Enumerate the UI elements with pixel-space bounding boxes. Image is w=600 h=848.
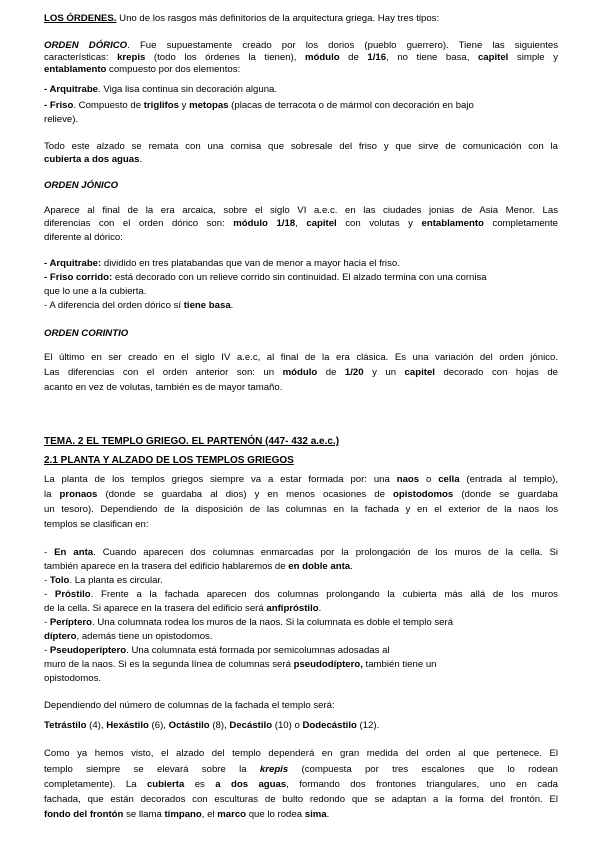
text-run: , además tiene un opistodomos.	[76, 631, 213, 642]
text-run: templo siempre se elevará sobre la	[44, 764, 260, 775]
text-run: , no tiene basa,	[386, 52, 478, 63]
term-basa: tiene basa	[183, 300, 231, 311]
term-arquitrabe: - Arquitrabe	[44, 84, 99, 95]
term-modulo-value: 1/20	[344, 367, 364, 378]
text-run: relieve).	[44, 114, 79, 125]
text-run: La planta de los templos griegos siempre va a estar formada por: una	[44, 474, 397, 485]
text-run: Todo este alzado se remata con una cornisa que sobresale del friso y que sirve de comunicación con la	[44, 141, 558, 152]
corintio-line-2	[44, 367, 558, 379]
alzado-line-5	[44, 809, 558, 821]
text-run: -	[44, 575, 50, 586]
term-friso: - Friso	[44, 100, 74, 111]
text-run: -	[44, 645, 50, 656]
term-cubierta: cubierta	[146, 779, 185, 790]
term-triglifos: triglifos	[143, 100, 179, 111]
text-run: (donde se guardaba al dios) y en menos ocasiones de	[97, 489, 394, 500]
list-en-anta	[44, 547, 558, 559]
text-run: y	[178, 100, 190, 111]
text-run: decorado con hojas de	[434, 367, 558, 378]
text-run: que lo une a la cubierta.	[44, 286, 147, 297]
text-run: (placas de terracota o de mármol con decoración en bajo	[228, 100, 474, 111]
alzado-line-1	[44, 748, 558, 760]
text-run: la	[44, 489, 60, 500]
text-run: Como ya hemos visto, el alzado del templo dependerá en gran medida del orden al que pertenece. El	[44, 748, 558, 759]
text-run: acanto en vez de volutas, también es de mayor tamaño.	[44, 382, 283, 393]
term-krepis: krepis	[259, 764, 289, 775]
text-run: completamente	[483, 218, 558, 229]
text-run: (12).	[356, 720, 380, 731]
list-pseudo-2	[44, 659, 558, 671]
dorico-friso	[44, 100, 558, 112]
planta-line-1	[44, 474, 558, 486]
text-run: -	[44, 617, 50, 628]
term-entablamento: entablamento	[421, 218, 484, 229]
term-metopas: metopas	[189, 100, 229, 111]
text-run: Aparece al final de la era arcaica, sobre el siglo VI a.e.c. en las ciudades jonias de Asia Menor. Las	[44, 205, 558, 216]
list-prostilo	[44, 589, 558, 601]
text-run: . Una columnata rodea los muros de la naos. Si la columnata es doble el templo será	[92, 617, 454, 628]
term-modulo: módulo	[304, 52, 340, 63]
text-run: compuesto por dos elementos:	[106, 64, 241, 75]
term-cubierta: cubierta a dos aguas	[44, 154, 140, 165]
text-run: opistodomos.	[44, 673, 102, 684]
alzado-line-4	[44, 794, 558, 806]
term-modulo: módulo 1/18	[233, 218, 296, 229]
corintio-line-1	[44, 352, 558, 364]
term-tetrastilo: Tetrástilo	[44, 720, 87, 731]
fachada-list	[44, 720, 558, 732]
text-run: El último en ser creado en el siglo IV a.e.c, al final de la era clásica. Es una variación del orden jónico.	[44, 352, 558, 363]
tema-subtitle: 2.1 PLANTA Y ALZADO DE LOS TEMPLOS GRIEGOS	[44, 455, 294, 466]
text-run: está decorado con un relieve corrido sin continuidad. El alzado termina con una cornisa	[112, 272, 487, 283]
term-marco: marco	[217, 809, 247, 820]
corintio-title: ORDEN CORINTIO	[44, 328, 129, 339]
text-run: muro de la naos. Si es la segunda línea de columnas será	[44, 659, 294, 670]
term-krepis: krepis	[117, 52, 146, 63]
term-opistodomos: opistodomos	[393, 489, 454, 500]
text-run: diferente al dórico:	[44, 232, 123, 243]
text-run: (donde se guardaba	[453, 489, 559, 500]
planta-line-2	[44, 489, 558, 501]
text-run: , formando dos frontones triangulares, uno en cada	[286, 779, 558, 790]
ordenes-title: LOS ÓRDENES.	[44, 13, 117, 24]
term-doble-anta: en doble anta	[288, 561, 351, 572]
list-en-anta-2	[44, 561, 558, 573]
alzado-line-2	[44, 764, 558, 776]
text-run: dividido en tres platabandas que van de menor a mayor hacia el friso.	[101, 258, 400, 269]
text-run: (todo los órdenes la tienen),	[145, 52, 305, 63]
tema-title: TEMA. 2 EL TEMPLO GRIEGO. EL PARTENÓN (447- 432 a.e.c.)	[44, 436, 340, 447]
term-pronaos: pronaos	[59, 489, 98, 500]
text-run: que lo rodea	[246, 809, 305, 820]
dorico-cornisa-2	[44, 154, 558, 166]
list-pseudo-3	[44, 673, 558, 685]
term-capitel: capitel	[306, 218, 337, 229]
dorico-text: . Fue supuestamente creado por los dorios (pueblo guerrero). Tiene las siguientes	[127, 40, 558, 51]
text-run: o	[419, 474, 439, 485]
corintio-title-line	[44, 328, 558, 340]
text-run: (6),	[148, 720, 169, 731]
term-prostilo: Próstilo	[54, 589, 91, 600]
text-run: templos se clasifican en:	[44, 519, 149, 530]
text-run: . Compuesto de	[73, 100, 144, 111]
term-en-anta: En anta	[54, 547, 94, 558]
text-run: , el	[201, 809, 218, 820]
dorico-arquitrabe	[44, 84, 558, 96]
jonico-friso-2	[44, 286, 558, 298]
text-run: diferencias con el orden dórico son:	[44, 218, 234, 229]
list-prostilo-2	[44, 603, 558, 615]
text-run: se llama	[123, 809, 165, 820]
jonico-line-3	[44, 232, 558, 244]
dorico-friso-2	[44, 114, 558, 126]
text-run: Las diferencias con el orden anterior son: un	[44, 367, 283, 378]
term-dodecastilo: Dodecástilo	[302, 720, 357, 731]
jonico-title-line	[44, 180, 558, 192]
jonico-line-2	[44, 218, 558, 230]
term-periptero: Períptero	[49, 617, 92, 628]
text-run: - A diferencia del orden dórico sí	[44, 300, 184, 311]
term-hexastilo: Hexástilo	[106, 720, 149, 731]
text-run: es	[184, 779, 216, 790]
term-pseudoperiptero: Pseudoperíptero	[49, 645, 127, 656]
text-run: . Una columnata está formada por semicolumnas adosadas al	[126, 645, 390, 656]
text-run: . La planta es circular.	[69, 575, 163, 586]
text-run: .	[318, 603, 322, 614]
text-run: simple y	[508, 52, 558, 63]
jonico-basa	[44, 300, 558, 312]
list-tolo	[44, 575, 558, 587]
term-capitel: capitel	[404, 367, 435, 378]
text-run: (10) o	[272, 720, 303, 731]
text-run: .	[139, 154, 143, 165]
dorico-title: ORDEN DÓRICO	[44, 40, 128, 51]
text-run: -	[44, 589, 55, 600]
text-run: Dependiendo del número de columnas de la fachada el templo será:	[44, 700, 335, 711]
text-run: (compuesta por tres escalones que lo rodean	[288, 764, 558, 775]
list-periptero-2	[44, 631, 558, 643]
list-pseudo	[44, 645, 558, 657]
jonico-friso	[44, 272, 558, 284]
term-cella: cella	[438, 474, 460, 485]
ordenes-intro-line	[44, 13, 558, 25]
corintio-line-3	[44, 382, 558, 394]
text-run: (entrada al templo),	[459, 474, 559, 485]
term-timpano: tímpano	[164, 809, 202, 820]
text-run: (8),	[209, 720, 230, 731]
alzado-line-3	[44, 779, 558, 791]
text-run: de la cella. Si aparece en la trasera del edificio será	[44, 603, 267, 614]
term-fondo-fronton: fondo del frontón	[44, 809, 124, 820]
text-run: ,	[295, 218, 307, 229]
text-run: y un	[363, 367, 405, 378]
term-capitel: capitel	[477, 52, 509, 63]
term-modulo: módulo	[282, 367, 318, 378]
ordenes-intro: Uno de los rasgos más definitorios de la arquitectura griega. Hay tres tipos:	[116, 13, 440, 24]
text-run: completamente). La	[44, 779, 147, 790]
text-run: de	[317, 367, 345, 378]
text-run: también aparece en la trasera del edificio hablaremos de	[44, 561, 289, 572]
jonico-line-1	[44, 205, 558, 217]
planta-line-4	[44, 519, 558, 531]
term-dos-aguas: a dos aguas	[215, 779, 287, 790]
text-run: .	[230, 300, 234, 311]
text-run: de	[339, 52, 368, 63]
term-naos: naos	[396, 474, 420, 485]
text-run: un tesoro). Dependiendo de la disposición de las columnas en la fachada y en el exterior de la naos los	[44, 504, 558, 515]
dorico-line-3	[44, 64, 558, 76]
term-arquitrabe: - Arquitrabe:	[44, 258, 102, 269]
term-modulo-value: 1/16	[367, 52, 387, 63]
term-decastilo: Decástilo	[229, 720, 273, 731]
text-run: . Frente a la fachada aparecen dos columnas prolongando la cubierta más allá de los muros	[90, 589, 558, 600]
text-run: fachada, que están decorados con esculturas de bulto redondo que se adaptan a la forma del frontón. El	[44, 794, 558, 805]
term-anfiprostilo: anfipróstilo	[266, 603, 319, 614]
text-run: -	[44, 547, 55, 558]
planta-line-3	[44, 504, 558, 516]
text-run: (4),	[86, 720, 107, 731]
term-pseudodiptero: pseudodíptero,	[293, 659, 363, 670]
term-diptero: díptero	[44, 631, 77, 642]
dorico-line-1	[44, 40, 558, 52]
text-run: también tiene un	[362, 659, 437, 670]
term-octastilo: Octástilo	[168, 720, 210, 731]
jonico-arquitrabe	[44, 258, 558, 270]
text-run: .	[350, 561, 353, 572]
term-friso-corrido: - Friso corrido:	[44, 272, 113, 283]
term-tolo: Tolo	[49, 575, 70, 586]
list-periptero	[44, 617, 558, 629]
jonico-title: ORDEN JÓNICO	[44, 180, 119, 191]
dorico-cornisa-1	[44, 141, 558, 153]
text-run: características:	[44, 52, 118, 63]
term-entablamento: entablamento	[44, 64, 107, 75]
text-run: . Viga lisa continua sin decoración alguna.	[98, 84, 278, 95]
dorico-line-2	[44, 52, 558, 64]
fachada-intro	[44, 700, 558, 712]
term-sima: sima	[304, 809, 327, 820]
text-run: . Cuando aparecen dos columnas enmarcadas por la prolongación de los muros de la cella. Si	[93, 547, 558, 558]
text-run: .	[326, 809, 330, 820]
text-run: con volutas y	[336, 218, 422, 229]
